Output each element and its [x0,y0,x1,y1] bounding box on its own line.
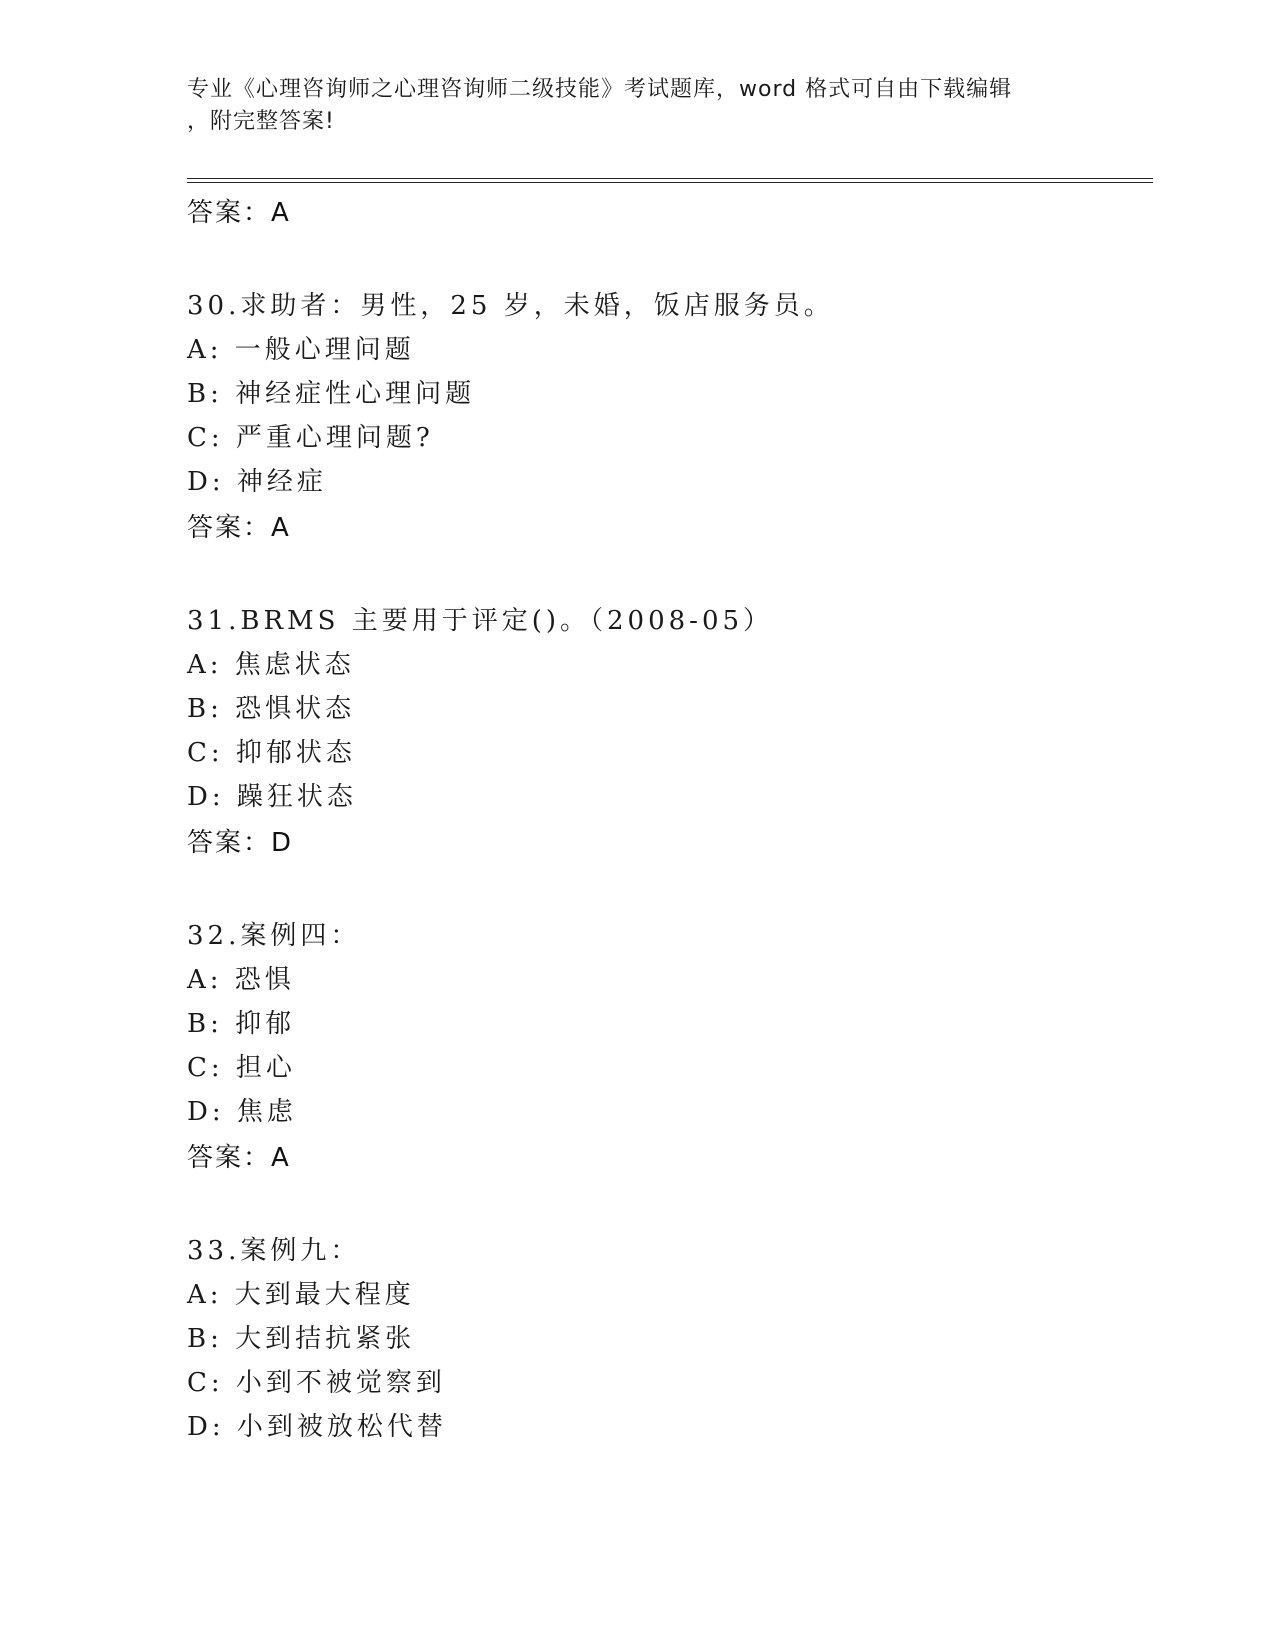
option-b: B: 恐惧状态 [187,694,356,724]
option-b: B: 抑郁 [187,1009,296,1039]
header-divider-top [187,178,1153,179]
option-c: C: 严重心理问题? [187,423,434,453]
header-line-2: ，附完整答案! [187,109,335,134]
option-d: D: 躁狂状态 [187,782,357,812]
question-stem: 32.案例四： [187,921,361,951]
option-b: B: 大到拮抗紧张 [187,1324,416,1354]
document-header [187,74,1077,138]
option-c: C: 小到不被觉察到 [187,1368,446,1398]
question-stem: 30.求助者：男性，25 岁，未婚，饭店服务员。 [187,291,834,321]
option-d: D: 焦虑 [187,1097,297,1127]
option-c: C: 抑郁状态 [187,738,356,768]
answer-line: 答案：D [187,828,294,858]
option-d: D: 小到被放松代替 [187,1412,447,1442]
question-stem: 31.BRMS 主要用于评定()。（2008-05） [187,606,774,636]
option-a: A: 一般心理问题 [187,335,415,365]
option-a: A: 恐惧 [187,965,295,995]
answer-line: 答案：A [187,513,291,543]
answer-line: 答案：A [187,198,291,228]
option-a: A: 大到最大程度 [187,1280,415,1310]
answer-line: 答案：A [187,1143,291,1173]
option-d: D: 神经症 [187,467,327,497]
question-stem: 33.案例九： [187,1236,361,1266]
header-line-1: 专业《心理咨询师之心理咨询师二级技能》考试题库，word 格式可自由下载编辑 [187,77,1013,102]
option-b: B: 神经症性心理问题 [187,379,476,409]
header-divider-bottom [187,182,1153,183]
option-c: C: 担心 [187,1053,296,1083]
option-a: A: 焦虑状态 [187,650,355,680]
